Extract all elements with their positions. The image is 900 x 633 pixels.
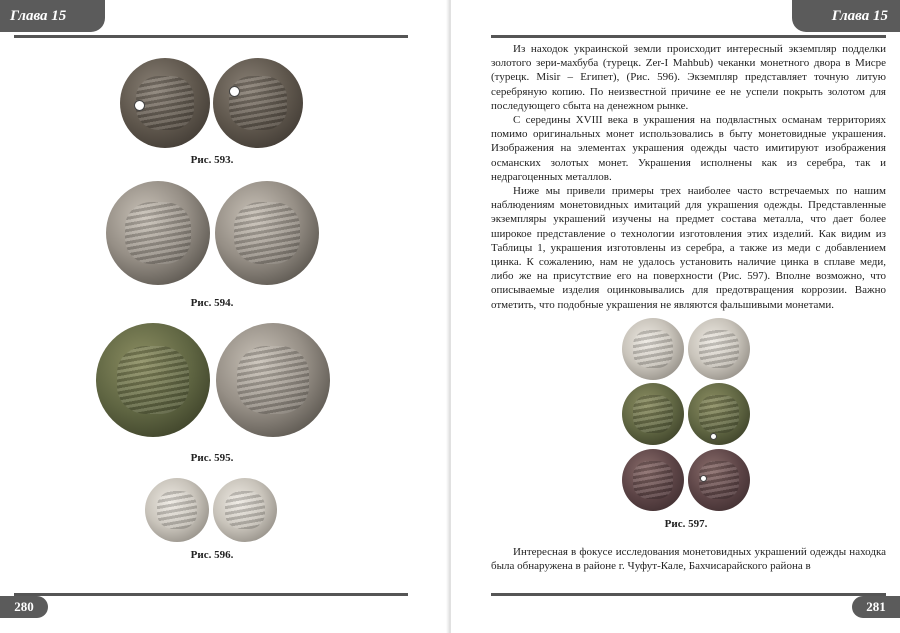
coin-inscription xyxy=(136,76,194,130)
header-rule-right xyxy=(491,35,886,38)
paragraph-1: Из находок украинской земли происходит интересный экземпляр подделки золотого зери-махбуба (турецк. Zer-I Mahbub) чеканки монетного двора в Мисре (турецк. Misir – Египет), (Рис. 596). Экземпляр представляет точную литую серебряную копию. По неизвестной причине ее не успели покрыть золотом для последующего сбыта на денежном рынке. xyxy=(491,43,886,112)
coin-596-reverse xyxy=(213,478,277,542)
coin-inscription xyxy=(225,491,266,529)
body-text-main xyxy=(491,42,886,312)
coin-595-obverse xyxy=(96,323,210,437)
coin-inscription xyxy=(633,395,673,432)
page-number-left: 280 xyxy=(0,596,48,618)
footer-rule-right xyxy=(491,593,886,596)
page-number-right: 281 xyxy=(852,596,900,618)
coin-inscription xyxy=(633,330,673,367)
coin-hole xyxy=(134,100,145,111)
coin-inscription xyxy=(117,346,190,414)
coin-597-copper-obverse xyxy=(622,383,684,445)
coin-hole xyxy=(229,86,240,97)
paragraph-3: Ниже мы привели примеры трех наиболее часто встречаемых по нашим наблюдениям монетовидных имитаций для украшения одежды. Представленные экземпляры украшений изучены на предмет состава металла, что дает более широкое представление о технологии изготовления этих изделий. Как видим из Таблицы 1, украшения изготовлены из серебра, а также из меди с добавлением цинка. К сожалению, нам не удалось установить наличие цинка в сплаве меди, либо же на присутствие его на поверхности (Рис. 597). Вполне возможно, что описываемые изделия оцинковывались для предотвращения коррозии. Важно отметить, что подобные украшения не являются фальшивыми монетами. xyxy=(491,185,886,311)
paragraph-2: С середины XVIII века в украшения на подвластных османам территориях помимо оригинальных монет использовались в быту монетовидные украшения. Изображения на элементах украшения одежды часто имитируют изображения османских золотых монет. Украшения исполнены как из серебра, так и недрагоценных металлов. xyxy=(491,114,886,183)
header-rule-left xyxy=(14,35,408,38)
coin-inscription xyxy=(237,346,310,414)
coin-595-reverse xyxy=(216,323,330,437)
coin-597-silver-obverse xyxy=(622,318,684,380)
coin-594-reverse xyxy=(215,181,319,285)
coin-inscription xyxy=(125,202,192,264)
coin-inscription xyxy=(699,395,739,432)
figure-caption-593: Рис. 593. xyxy=(190,154,234,166)
figure-caption-595: Рис. 595. xyxy=(190,452,234,464)
chapter-tab-left: Глава 15 xyxy=(0,0,105,32)
right-page xyxy=(451,0,900,633)
body-text-closing xyxy=(491,545,886,573)
coin-597-silver-reverse xyxy=(688,318,750,380)
chapter-tab-right: Глава 15 xyxy=(792,0,900,32)
coin-593-obverse xyxy=(120,58,210,148)
coin-597-zinc-obverse xyxy=(622,449,684,511)
figure-caption-597: Рис. 597. xyxy=(664,518,708,530)
coin-597-copper-reverse xyxy=(688,383,750,445)
figure-caption-596: Рис. 596. xyxy=(190,549,234,561)
coin-inscription xyxy=(234,202,301,264)
figure-caption-594: Рис. 594. xyxy=(190,297,234,309)
coin-inscription xyxy=(699,330,739,367)
coin-inscription xyxy=(229,76,287,130)
coin-593-reverse xyxy=(213,58,303,148)
left-page xyxy=(0,0,449,633)
paragraph-closing: Интересная в фокусе исследования монетовидных украшений одежды находка была обнаружена в районе г. Чуфут-Кале, Бахчисарайского района в xyxy=(491,546,886,573)
coin-inscription xyxy=(633,461,673,498)
coin-594-obverse xyxy=(106,181,210,285)
footer-rule-left xyxy=(14,593,408,596)
coin-597-zinc-reverse xyxy=(688,449,750,511)
coin-596-obverse xyxy=(145,478,209,542)
coin-hole xyxy=(700,475,707,482)
coin-hole xyxy=(710,433,717,440)
coin-inscription xyxy=(157,491,198,529)
